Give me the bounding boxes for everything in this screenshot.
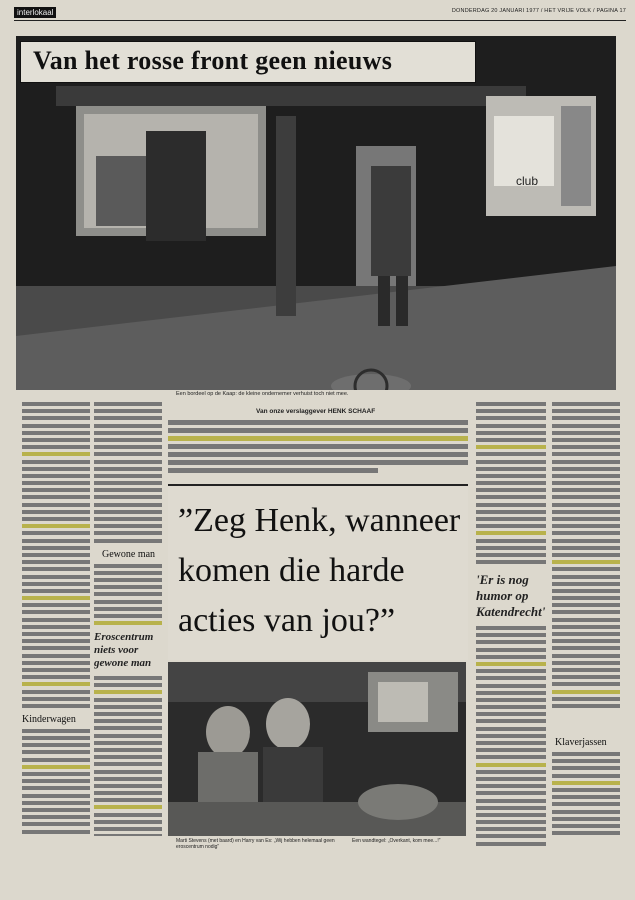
body-column-2 <box>94 402 162 836</box>
humor-quote: 'Er is nog humor op Katendrecht' <box>476 572 546 619</box>
body-column-4b <box>552 752 620 846</box>
top-photo <box>16 36 616 390</box>
intro-paragraph <box>168 420 468 480</box>
body-column-3 <box>476 402 546 568</box>
section-label: interlokaal <box>14 7 56 18</box>
body-column-4 <box>552 402 620 732</box>
bar-interior-photo <box>168 662 466 836</box>
subhead-klaverjassen: Klaverjassen <box>555 737 607 748</box>
headline: Van het rosse front geen nieuws <box>33 46 393 75</box>
bottom-caption-right: Een wandtegel: „Overkant, kom mee...!” <box>352 838 441 844</box>
byline: Van onze verslaggever HENK SCHAAF <box>256 408 376 415</box>
storefront-sign: club <box>516 174 539 188</box>
body-column-1 <box>22 402 90 836</box>
dateline: DONDERDAG 20 JANUARI 1977 / HET VRIJE VOLK / PAGINA 17 <box>451 8 626 14</box>
page-header <box>14 6 626 21</box>
subhead-kinderwagen: Kinderwagen <box>22 713 76 725</box>
photo-caption: Een bordeel op de Kaap: de kleine ondernemer verhuist toch niet mee. <box>176 391 349 397</box>
pull-quote: ”Zeg Henk, wanneer komen die harde acties van jou?” <box>178 502 461 639</box>
bottom-photo <box>168 662 466 836</box>
body-column-3b <box>476 626 546 846</box>
bottom-caption-left: Marti Stevens (met baard) en Harry van Es: „Wij hebben helemaal geen eroscentrum nodig” <box>176 838 335 850</box>
storefront-photo <box>16 36 616 390</box>
subhead-gewone-man: Gewone man <box>102 548 156 560</box>
headline-box <box>20 41 476 83</box>
pull-quote-box <box>168 484 468 660</box>
eroscentrum-subtitle: Eroscentrum niets voor gewone man <box>94 631 154 670</box>
